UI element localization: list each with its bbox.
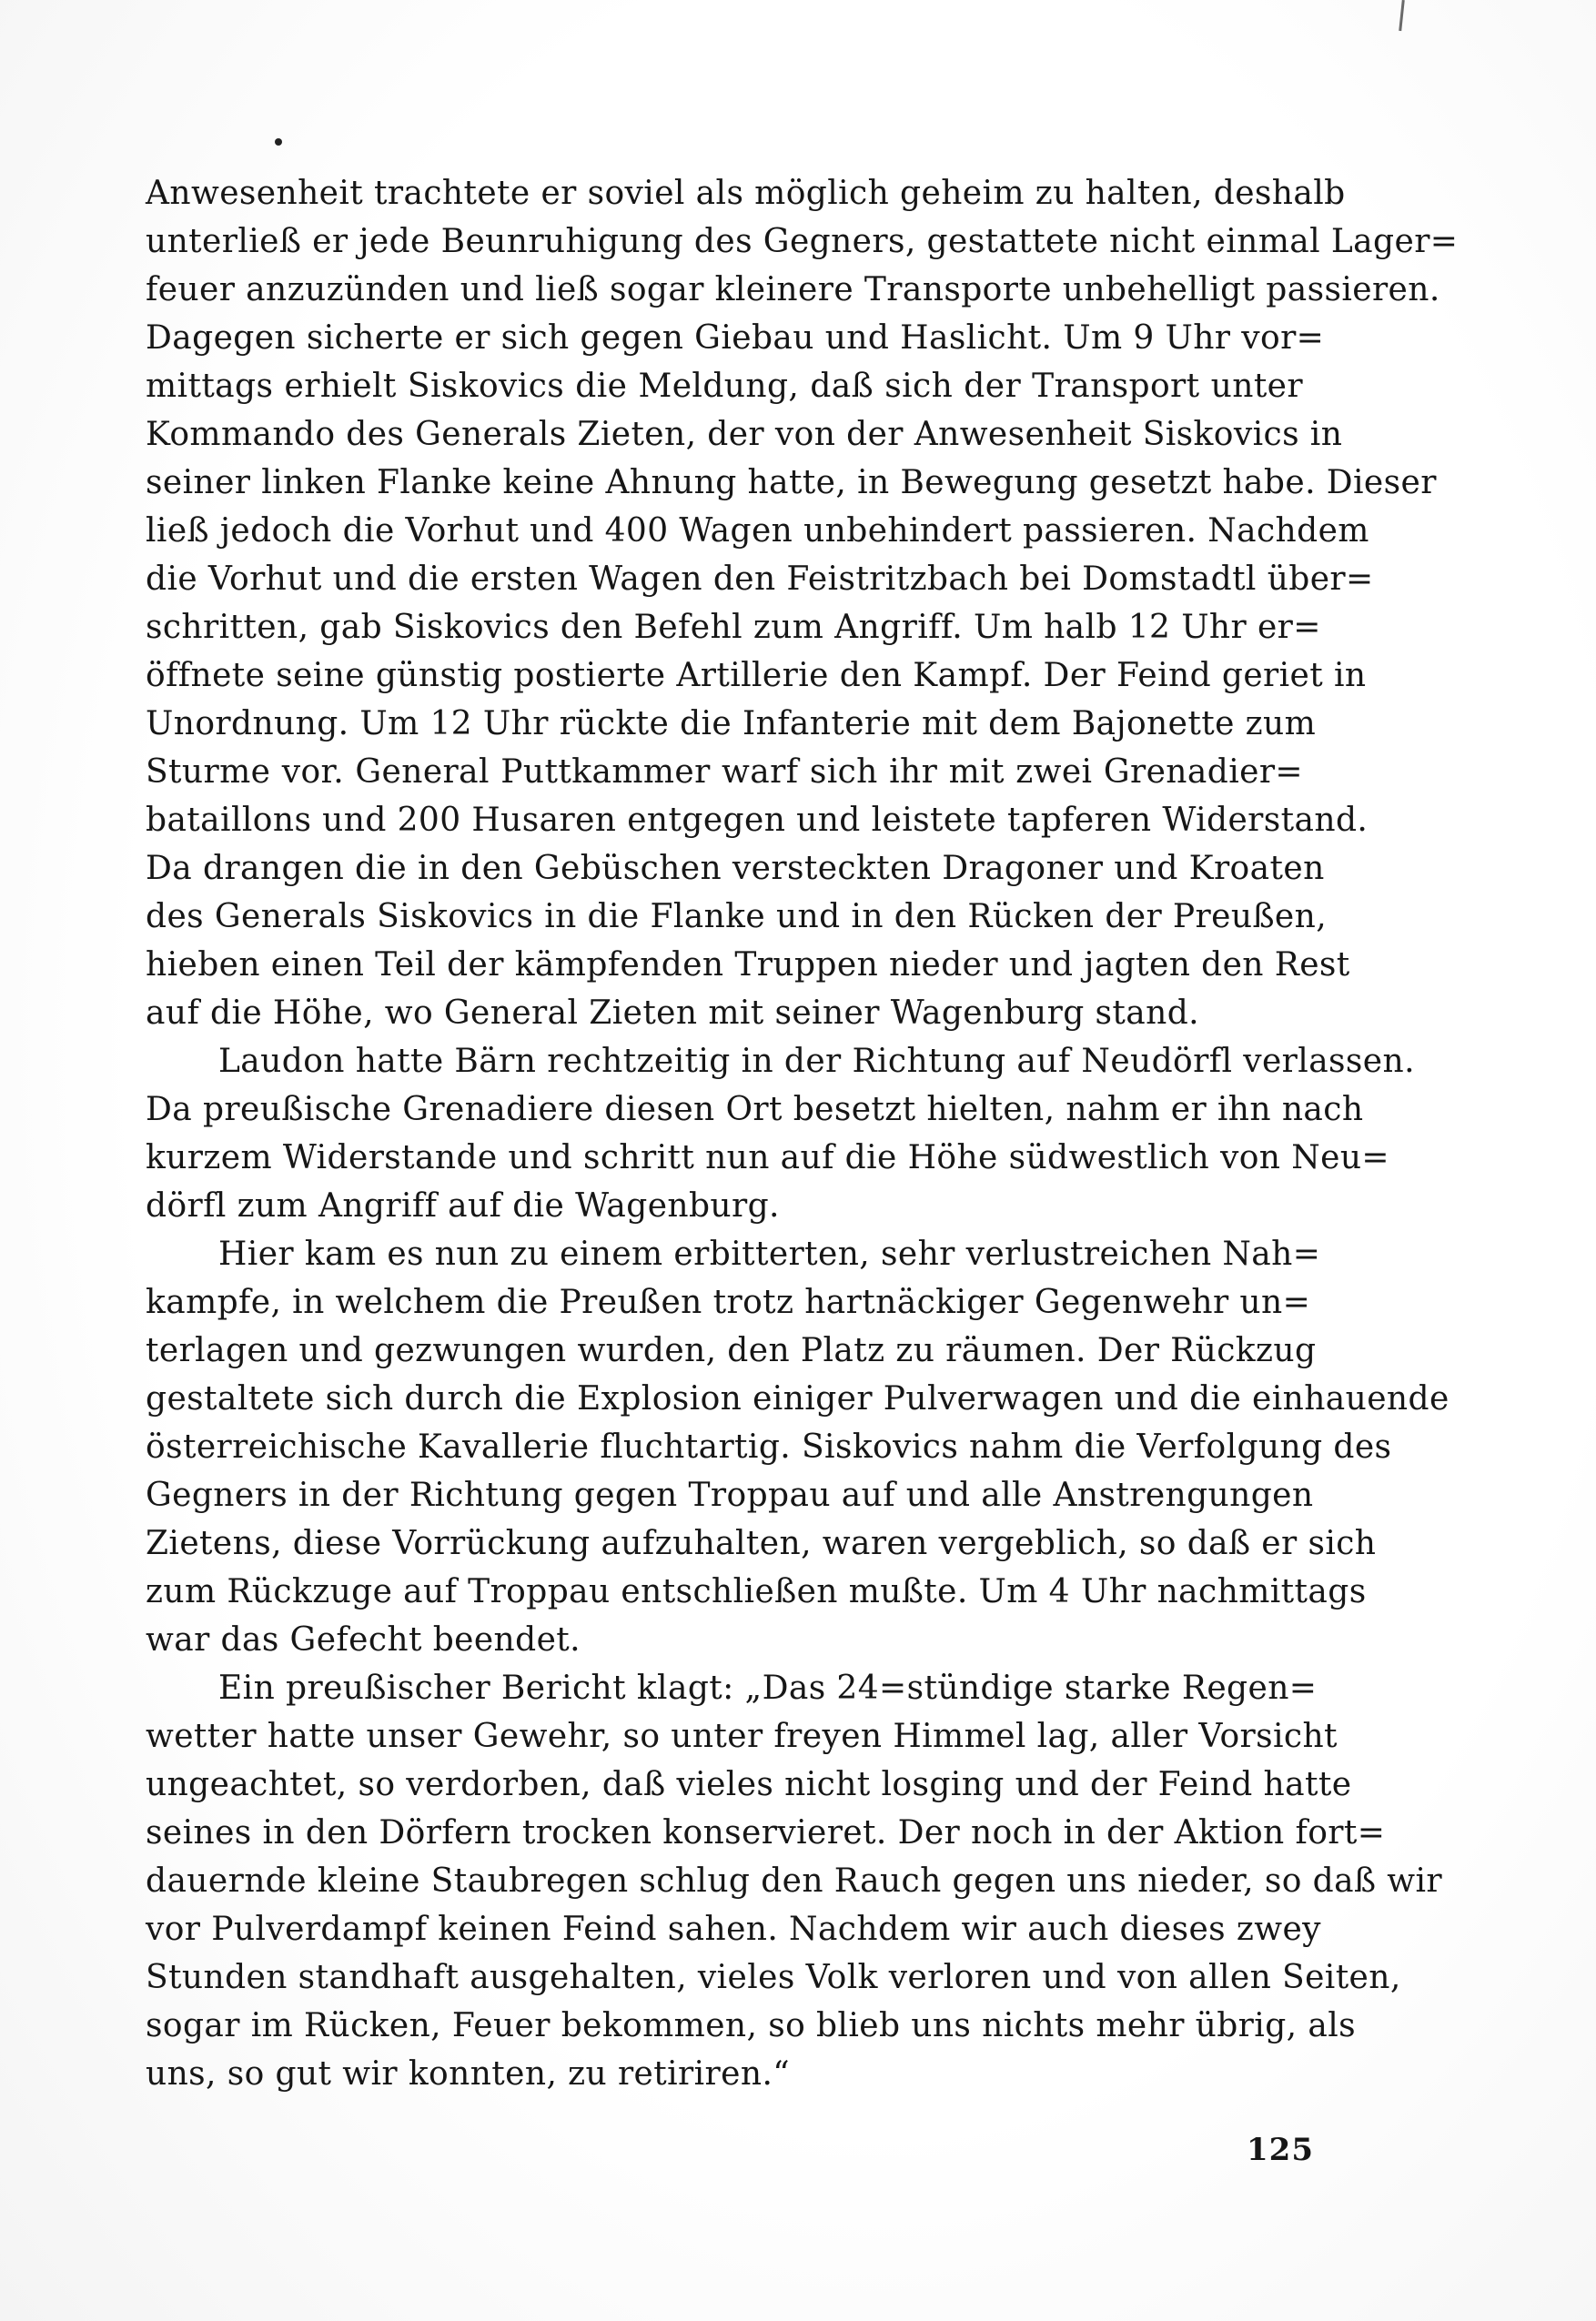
text-line: Anwesenheit trachtete er soviel als möglich geheim zu halten, deshalb bbox=[146, 175, 1346, 212]
text-line: mittags erhielt Siskovics die Meldung, daß sich der Transport unter bbox=[146, 368, 1303, 405]
text-line: Ein preußischer Bericht klagt: „Das 24=stündige starke Regen= bbox=[218, 1670, 1318, 1707]
paragraph bbox=[146, 1230, 1450, 1664]
text-line: seiner linken Flanke keine Ahnung hatte, in Bewegung gesetzt habe. Dieser bbox=[146, 464, 1437, 501]
text-line: schritten, gab Siskovics den Befehl zum Angriff. Um halb 12 Uhr er= bbox=[146, 609, 1321, 646]
text-line: bataillons und 200 Husaren entgegen und leistete tapferen Widerstand. bbox=[146, 802, 1369, 839]
text-line: Sturme vor. General Puttkammer warf sich ihr mit zwei Grenadier= bbox=[146, 753, 1303, 791]
text-line: hieben einen Teil der kämpfenden Truppen nieder und jagten den Rest bbox=[146, 946, 1350, 984]
paragraph bbox=[146, 169, 1459, 1037]
text-line: des Generals Siskovics in die Flanke und in den Rücken der Preußen, bbox=[146, 898, 1328, 935]
text-line: gestaltete sich durch die Explosion einiger Pulverwagen und die einhauende bbox=[146, 1380, 1450, 1418]
text-line: die Vorhut und die ersten Wagen den Feistritzbach bei Domstadtl über= bbox=[146, 560, 1374, 598]
text-line: öffnete seine günstig postierte Artillerie den Kampf. Der Feind geriet in bbox=[146, 657, 1367, 694]
text-line: Stunden standhaft ausgehalten, vieles Volk verloren und von allen Seiten, bbox=[146, 1959, 1401, 1996]
text-line: seines in den Dörfern trocken konservieret. Der noch in der Aktion fort= bbox=[146, 1814, 1386, 1852]
text-line: Gegners in der Richtung gegen Troppau auf und alle Anstrengungen bbox=[146, 1477, 1314, 1514]
scan-edge-mark bbox=[1399, 0, 1405, 31]
text-line: terlagen und gezwungen wurden, den Platz zu räumen. Der Rückzug bbox=[146, 1332, 1317, 1369]
text-line: ungeachtet, so verdorben, daß vieles nicht losging und der Feind hatte bbox=[146, 1766, 1352, 1803]
page-number: 125 bbox=[1247, 2132, 1314, 2168]
text-line: dauernde kleine Staubregen schlug den Rauch gegen uns nieder, so daß wir bbox=[146, 1862, 1442, 1900]
text-line: ließ jedoch die Vorhut und 400 Wagen unbehindert passieren. Nachdem bbox=[146, 512, 1369, 550]
text-line: war das Gefecht beendet. bbox=[146, 1621, 581, 1659]
text-line: auf die Höhe, wo General Zieten mit seiner Wagenburg stand. bbox=[146, 994, 1199, 1032]
text-line: Zietens, diese Vorrückung aufzuhalten, waren vergeblich, so daß er sich bbox=[146, 1525, 1377, 1562]
paragraph bbox=[146, 1664, 1442, 2098]
text-line: kampfe, in welchem die Preußen trotz hartnäckiger Gegenwehr un= bbox=[146, 1284, 1311, 1321]
ink-dot bbox=[275, 138, 282, 146]
text-line: Da drangen die in den Gebüschen versteckten Dragoner und Kroaten bbox=[146, 850, 1325, 887]
text-line: Laudon hatte Bärn rechtzeitig in der Richtung auf Neudörfl verlassen. bbox=[218, 1043, 1415, 1080]
paragraph bbox=[146, 1037, 1415, 1230]
text-line: zum Rückzuge auf Troppau entschließen mußte. Um 4 Uhr nachmittags bbox=[146, 1573, 1367, 1610]
text-line: österreichische Kavallerie fluchtartig. Siskovics nahm die Verfolgung des bbox=[146, 1428, 1392, 1466]
text-line: wetter hatte unser Gewehr, so unter freyen Himmel lag, aller Vorsicht bbox=[146, 1718, 1338, 1755]
body-text bbox=[146, 169, 1459, 2098]
text-line: dörfl zum Angriff auf die Wagenburg. bbox=[146, 1187, 780, 1225]
text-line: sogar im Rücken, Feuer bekommen, so blieb uns nichts mehr übrig, als bbox=[146, 2007, 1356, 2044]
text-line: Hier kam es nun zu einem erbitterten, sehr verlustreichen Nah= bbox=[218, 1236, 1321, 1273]
text-line: Unordnung. Um 12 Uhr rückte die Infanterie mit dem Bajonette zum bbox=[146, 705, 1317, 742]
text-line: vor Pulverdampf keinen Feind sahen. Nachdem wir auch dieses zwey bbox=[146, 1911, 1321, 1948]
text-line: Da preußische Grenadiere diesen Ort besetzt hielten, nahm er ihn nach bbox=[146, 1091, 1364, 1128]
text-line: unterließ er jede Beunruhigung des Gegners, gestattete nicht einmal Lager= bbox=[146, 223, 1459, 260]
text-line: kurzem Widerstande und schritt nun auf die Höhe südwestlich von Neu= bbox=[146, 1139, 1389, 1176]
text-line: Dagegen sicherte er sich gegen Giebau und Haslicht. Um 9 Uhr vor= bbox=[146, 319, 1325, 357]
text-line: Kommando des Generals Zieten, der von der Anwesenheit Siskovics in bbox=[146, 416, 1343, 453]
text-line: feuer anzuzünden und ließ sogar kleinere Transporte unbehelligt passieren. bbox=[146, 271, 1440, 308]
text-line: uns, so gut wir konnten, zu retiriren.“ bbox=[146, 2055, 791, 2093]
